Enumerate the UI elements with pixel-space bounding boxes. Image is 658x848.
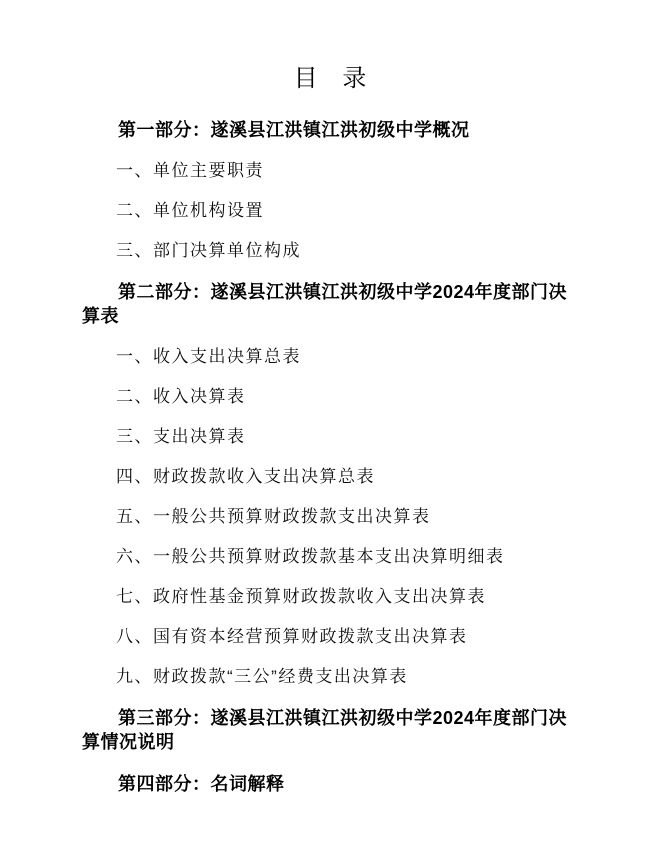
- toc-item: 八、国有资本经营预算财政拨款支出决算表: [116, 627, 468, 646]
- toc-item: 五、一般公共预算财政拨款支出决算表: [116, 507, 431, 526]
- toc-section-heading: 第三部分：遂溪县江洪镇江洪初级中学2024年度部门决算情况说明: [82, 708, 568, 752]
- toc-item: 三、部门决算单位构成: [116, 241, 301, 260]
- toc-item: 四、财政拨款收入支出决算总表: [116, 467, 375, 486]
- toc-item: 二、收入决算表: [116, 387, 246, 406]
- toc-item: 一、收入支出决算总表: [116, 347, 301, 366]
- toc-item: 九、财政拨款“三公”经费支出决算表: [116, 667, 408, 686]
- toc-item: 三、支出决算表: [116, 427, 246, 446]
- document-title: 目 录: [293, 65, 369, 92]
- toc-list: [82, 118, 580, 796]
- toc-section-heading: 第二部分：遂溪县江洪镇江洪初级中学2024年度部门决算表: [82, 282, 568, 326]
- toc-item: 六、一般公共预算财政拨款基本支出决算明细表: [116, 547, 505, 566]
- toc-item: 一、单位主要职责: [116, 161, 264, 180]
- toc-section-heading: 第一部分：遂溪县江洪镇江洪初级中学概况: [118, 120, 470, 140]
- toc-item: 二、单位机构设置: [116, 201, 264, 220]
- toc-section-heading: 第四部分：名词解释: [118, 774, 285, 794]
- toc-item: 七、政府性基金预算财政拨款收入支出决算表: [116, 587, 486, 606]
